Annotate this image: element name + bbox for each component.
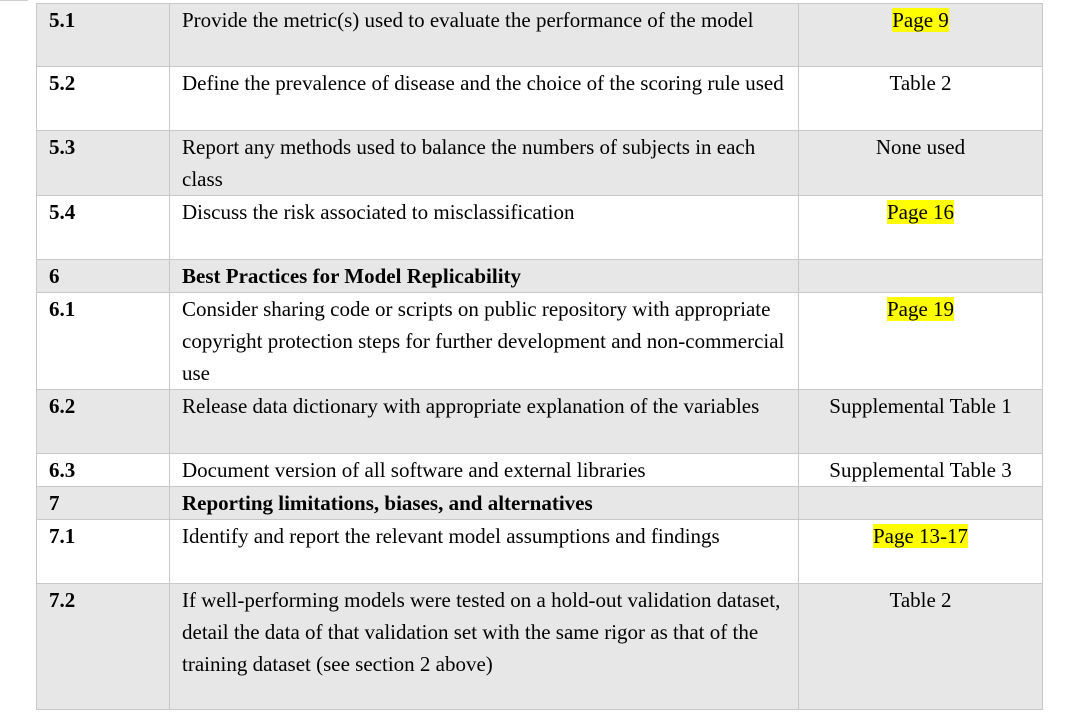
item-description: Define the prevalence of disease and the choice of the scoring rule used [170,67,799,131]
checklist-table [36,3,1043,710]
table-row [37,293,1043,390]
item-number: 7.2 [37,584,170,710]
page-reference: Supplemental Table 1 [829,394,1012,418]
page-reference-cell [799,260,1043,293]
item-number: 7.1 [37,520,170,584]
item-description: Provide the metric(s) used to evaluate the performance of the model [170,4,799,67]
page-reference: Page 16 [886,200,955,224]
page-reference: Supplemental Table 3 [829,458,1012,482]
section-title: Best Practices for Model Replicability [170,260,799,293]
page-reference: Page 19 [886,297,955,321]
item-number: 6.1 [37,293,170,390]
page-reference-cell [799,67,1043,131]
section-number: 6 [37,260,170,293]
section-title: Reporting limitations, biases, and alternatives [170,487,799,520]
table-row [37,454,1043,487]
table-row [37,584,1043,710]
page-reference-cell [799,196,1043,260]
page-edge-line [0,0,28,1]
item-number: 6.2 [37,390,170,454]
item-description: Report any methods used to balance the numbers of subjects in each class [170,131,799,196]
page-reference-cell [799,293,1043,390]
table-row [37,131,1043,196]
page-reference-cell [799,520,1043,584]
section-header-row [37,487,1043,520]
page-reference-cell [799,131,1043,196]
page-reference-cell [799,584,1043,710]
item-number: 6.3 [37,454,170,487]
item-description: Discuss the risk associated to misclassification [170,196,799,260]
table-row [37,4,1043,67]
item-description: Identify and report the relevant model assumptions and findings [170,520,799,584]
section-number: 7 [37,487,170,520]
item-description: If well-performing models were tested on a hold-out validation dataset, detail the data of that validation set with the same rigor as that of the training dataset (see section 2 above) [170,584,799,710]
page-reference-cell [799,390,1043,454]
item-description: Release data dictionary with appropriate explanation of the variables [170,390,799,454]
page-reference: Table 2 [889,588,952,612]
table-row [37,67,1043,131]
page-reference-cell [799,454,1043,487]
table-row [37,196,1043,260]
page-reference: Page 13-17 [872,524,969,548]
page-reference-cell [799,487,1043,520]
item-number: 5.3 [37,131,170,196]
section-header-row [37,260,1043,293]
item-description: Document version of all software and external libraries [170,454,799,487]
page-reference: Table 2 [889,71,952,95]
table-row [37,390,1043,454]
page-reference: Page 9 [892,8,949,32]
item-number: 5.1 [37,4,170,67]
page-reference-cell [799,4,1043,67]
page-reference: None used [875,135,966,159]
item-number: 5.4 [37,196,170,260]
table-row [37,520,1043,584]
item-number: 5.2 [37,67,170,131]
item-description: Consider sharing code or scripts on public repository with appropriate copyright protection steps for further development and non-commercial use [170,293,799,390]
